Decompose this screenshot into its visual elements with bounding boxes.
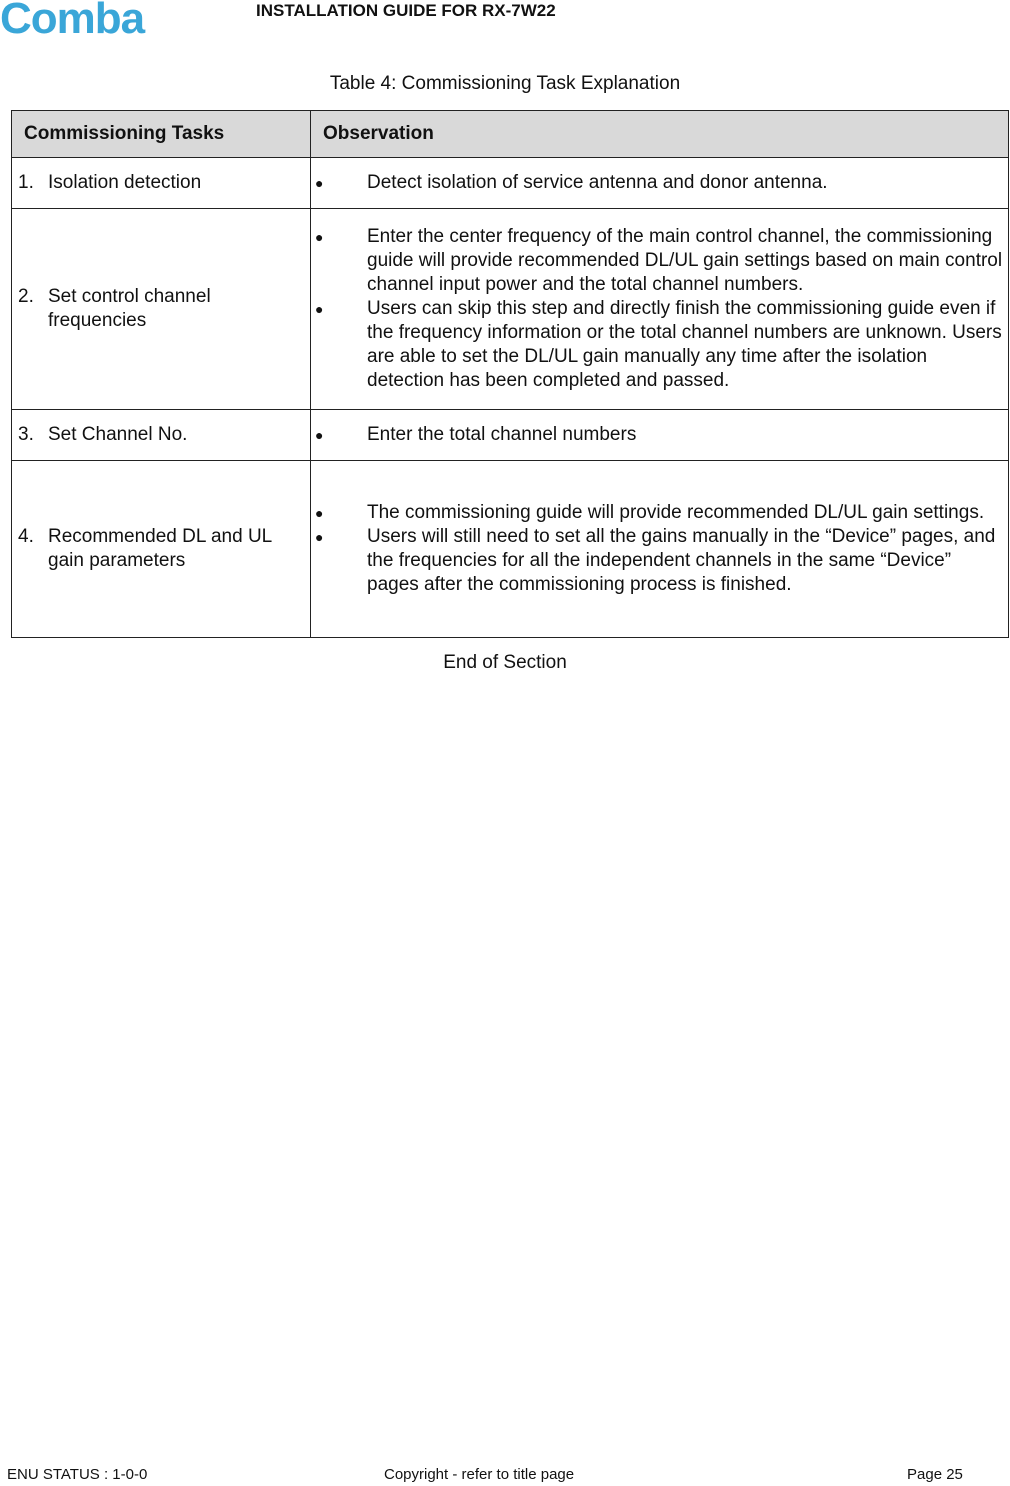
bullet-icon: ● [315,301,324,317]
observation-cell [311,461,1009,638]
commissioning-table [11,110,1009,638]
list-item [311,525,1008,597]
task-number: 3. [18,424,34,445]
list-item [311,171,1008,195]
table-row [12,461,1009,638]
footer-copyright: Copyright - refer to title page [384,1466,575,1483]
list-item [311,501,1008,525]
list-item [311,423,1008,447]
list-item [311,225,1008,297]
end-of-section: End of Section [443,652,567,673]
observation-text: Enter the total channel numbers [367,424,637,445]
observation-cell [311,410,1009,461]
task-number: 1. [18,172,34,193]
comba-logo [0,0,182,40]
bullet-icon: ● [315,427,324,443]
task-name: Set Channel No. [48,424,188,445]
table-header-row [12,111,1009,158]
bullet-icon: ● [315,229,324,245]
bullet-icon: ● [315,505,324,521]
document-title: INSTALLATION GUIDE FOR RX-7W22 [256,1,556,20]
bullet-icon: ● [315,529,324,545]
observation-text: Users will still need to set all the gains manually in the “Device” pages, and the frequencies for all the independent channels in the same “Device” pages after the commissioning process is finished. [367,526,996,595]
task-name: Isolation detection [48,172,202,193]
footer-page-number: Page 25 [907,1466,963,1483]
observation-text: Enter the center frequency of the main control channel, the commissioning guide will provide recommended DL/UL gain settings based on main control channel input power and the total channel numbers. [367,226,1003,295]
observation-text: Detect isolation of service antenna and donor antenna. [367,172,828,193]
task-number: 4. [18,526,34,547]
task-name: Recommended DL and UL gain parameters [48,526,272,571]
task-cell [12,410,311,461]
observation-cell [311,209,1009,410]
table-row [12,158,1009,209]
table-row [12,410,1009,461]
list-item [311,297,1008,393]
observation-cell [311,158,1009,209]
task-cell [12,158,311,209]
svg-text:Comba: Comba [0,0,145,40]
task-name: Set control channel frequencies [48,286,211,331]
table-row [12,209,1009,410]
observation-text: The commissioning guide will provide recommended DL/UL gain settings. [367,502,985,523]
task-cell [12,461,311,638]
task-cell [12,209,311,410]
column-header-observation: Observation [311,111,1009,158]
table-caption: Table 4: Commissioning Task Explanation [329,73,681,94]
footer-status: ENU STATUS : 1-0-0 [7,1466,148,1483]
column-header-tasks: Commissioning Tasks [12,111,311,158]
task-number: 2. [18,286,34,307]
bullet-icon: ● [315,175,324,191]
observation-text: Users can skip this step and directly finish the commissioning guide even if the frequency information or the total channel numbers are unknown. Users are able to set the DL/UL gain manually any time after the isolation detection has been completed and passed. [367,298,1002,391]
